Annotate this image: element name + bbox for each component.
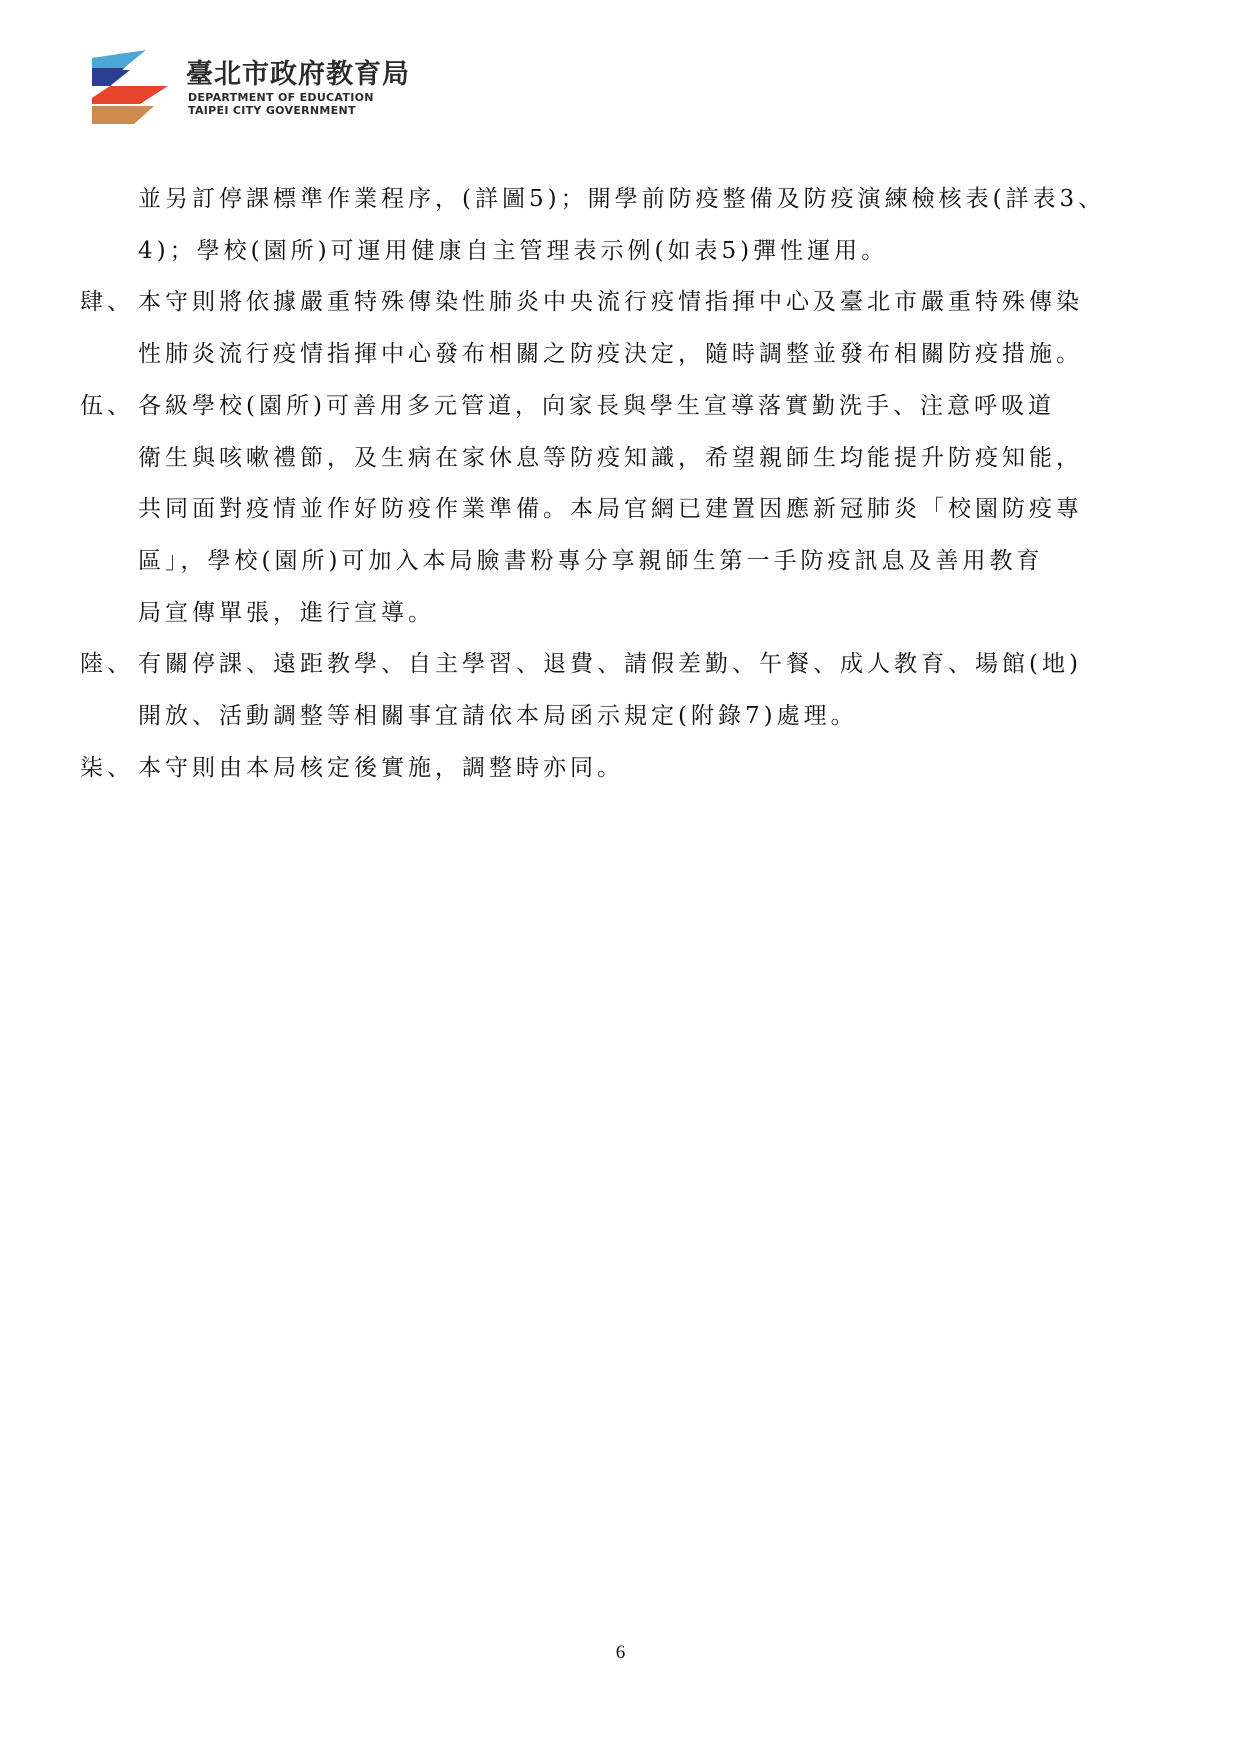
text-line: 本守則由本局核定後實施，調整時亦同。 [138,754,624,781]
text-line: 各級學校(園所)可善用多元管道，向家長與學生宣導落實勤洗手、注意呼吸道 [138,392,1055,419]
org-name-zh: 臺北市政府教育局 [186,59,410,90]
text-line: 4)；學校(園所)可運用健康自主管理表示例(如表5)彈性運用。 [138,237,889,264]
section-marker: 肆、 [80,289,134,316]
org-name-en-line2: TAIPEI CITY GOVERNMENT [188,104,356,117]
page-number: 6 [615,1642,626,1663]
text-line: 本守則將依據嚴重特殊傳染性肺炎中央流行疫情指揮中心及臺北市嚴重特殊傳染 [138,289,1083,316]
text-line: 共同面對疫情並作好防疫作業準備。本局官網已建置因應新冠肺炎「校園防疫專 [138,496,1083,523]
department-logo-icon [90,48,172,126]
text-line: 性肺炎流行疫情指揮中心發布相關之防疫決定，隨時調整並發布相關防疫措施。 [138,341,1083,368]
section-marker: 陸、 [80,651,134,678]
org-name-en-line1: DEPARTMENT OF EDUCATION [188,91,374,104]
text-line: 局宣傳單張，進行宣導。 [138,599,435,626]
section-marker: 伍、 [80,392,134,419]
document-body [80,174,1180,794]
text-line: 有關停課、遠距教學、自主學習、退費、請假差勤、午餐、成人教育、場館(地) [138,651,1082,678]
text-line: 衛生與咳嗽禮節，及生病在家休息等防疫知識，希望親師生均能提升防疫知能， [138,444,1083,471]
document-header [90,46,510,126]
section-marker: 柒、 [80,754,134,781]
section-continuation [80,174,1180,277]
section-6 [80,639,1180,742]
section-7 [80,743,1180,795]
text-line: 並另訂停課標準作業程序，(詳圖5)；開學前防疫整備及防疫演練檢核表(詳表3、 [138,186,1106,212]
section-4 [80,277,1180,380]
section-5 [80,381,1180,640]
text-line: 開放、活動調整等相關事宜請依本局函示規定(附錄7)處理。 [138,703,858,730]
text-line: 區」，學校(園所)可加入本局臉書粉專分享親師生第一手防疫訊息及善用教育 [138,547,1044,574]
